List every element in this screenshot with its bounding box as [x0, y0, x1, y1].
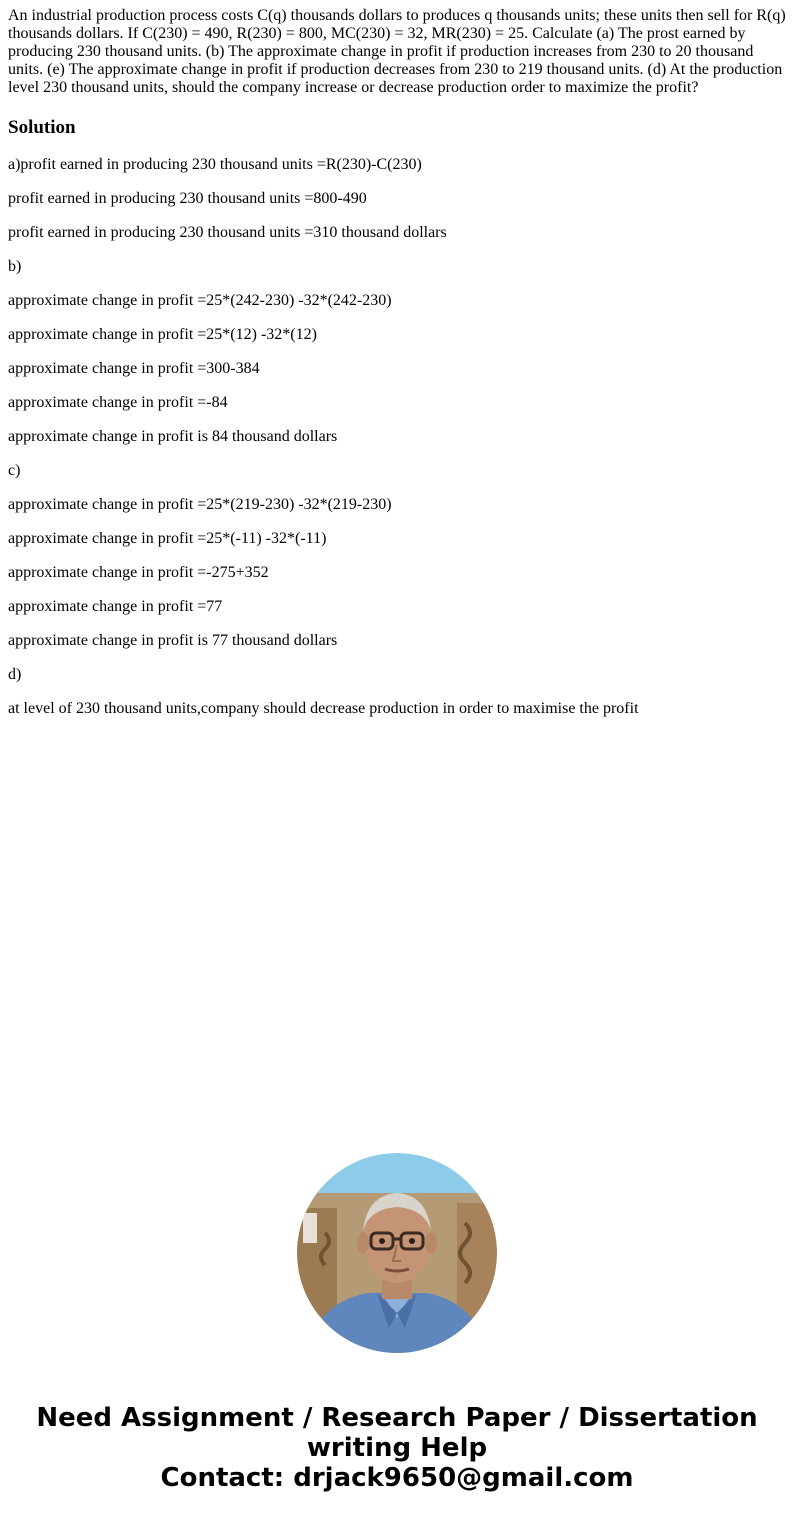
solution-step: approximate change in profit is 77 thousand dollars: [8, 632, 338, 649]
solution-step: approximate change in profit =25*(242-230) -32*(242-230): [8, 292, 392, 309]
solution-step: approximate change in profit is 84 thousand dollars: [8, 428, 338, 445]
solution-heading: Solution: [8, 117, 76, 138]
question-text: An industrial production process costs C(q) thousands dollars to produces q thousands units; these units then sell for R(q) thousands dollars. If C(230) = 490, R(230) = 800, MC(230) = 32, MR(230) = 25. Calculate (a) The prost earned by producing 230 thousand units. (b) The approximate change in profit if production increases from 230 to 20 thousand units. (e) The approximate change in profit if production decreases from 230 to 219 thousand units. (d) At the production level 230 thousand units, should the company increase or decrease production order to maximize the profit?: [8, 7, 786, 96]
solution-step: b): [8, 258, 22, 275]
promo-contact: Contact: drjack9650@gmail.com: [160, 1463, 634, 1493]
solution-step: approximate change in profit =-84: [8, 394, 228, 411]
solution-step: profit earned in producing 230 thousand units =800-490: [8, 190, 367, 207]
solution-step: approximate change in profit =25*(12) -32*(12): [8, 326, 317, 343]
solution-step: a)profit earned in producing 230 thousand units =R(230)-C(230): [8, 156, 422, 173]
solution-step: approximate change in profit =300-384: [8, 360, 260, 377]
solution-step: approximate change in profit =77: [8, 598, 223, 615]
solution-step: profit earned in producing 230 thousand units =310 thousand dollars: [8, 224, 447, 241]
promo-banner: [0, 1403, 794, 1493]
promo-line: Need Assignment / Research Paper / Dissertation: [36, 1403, 758, 1433]
solution-steps: [8, 156, 788, 718]
solution-step: approximate change in profit =25*(-11) -32*(-11): [8, 530, 327, 547]
solution-step: d): [8, 666, 22, 683]
solution-step: c): [8, 462, 21, 479]
solution-step: at level of 230 thousand units,company should decrease production in order to maximise the profit: [8, 700, 639, 717]
solution-step: approximate change in profit =-275+352: [8, 564, 269, 581]
solution-step: approximate change in profit =25*(219-230) -32*(219-230): [8, 496, 392, 513]
promo-line: writing Help: [306, 1433, 488, 1463]
author-avatar: [297, 1153, 497, 1353]
document-body: [8, 7, 788, 734]
